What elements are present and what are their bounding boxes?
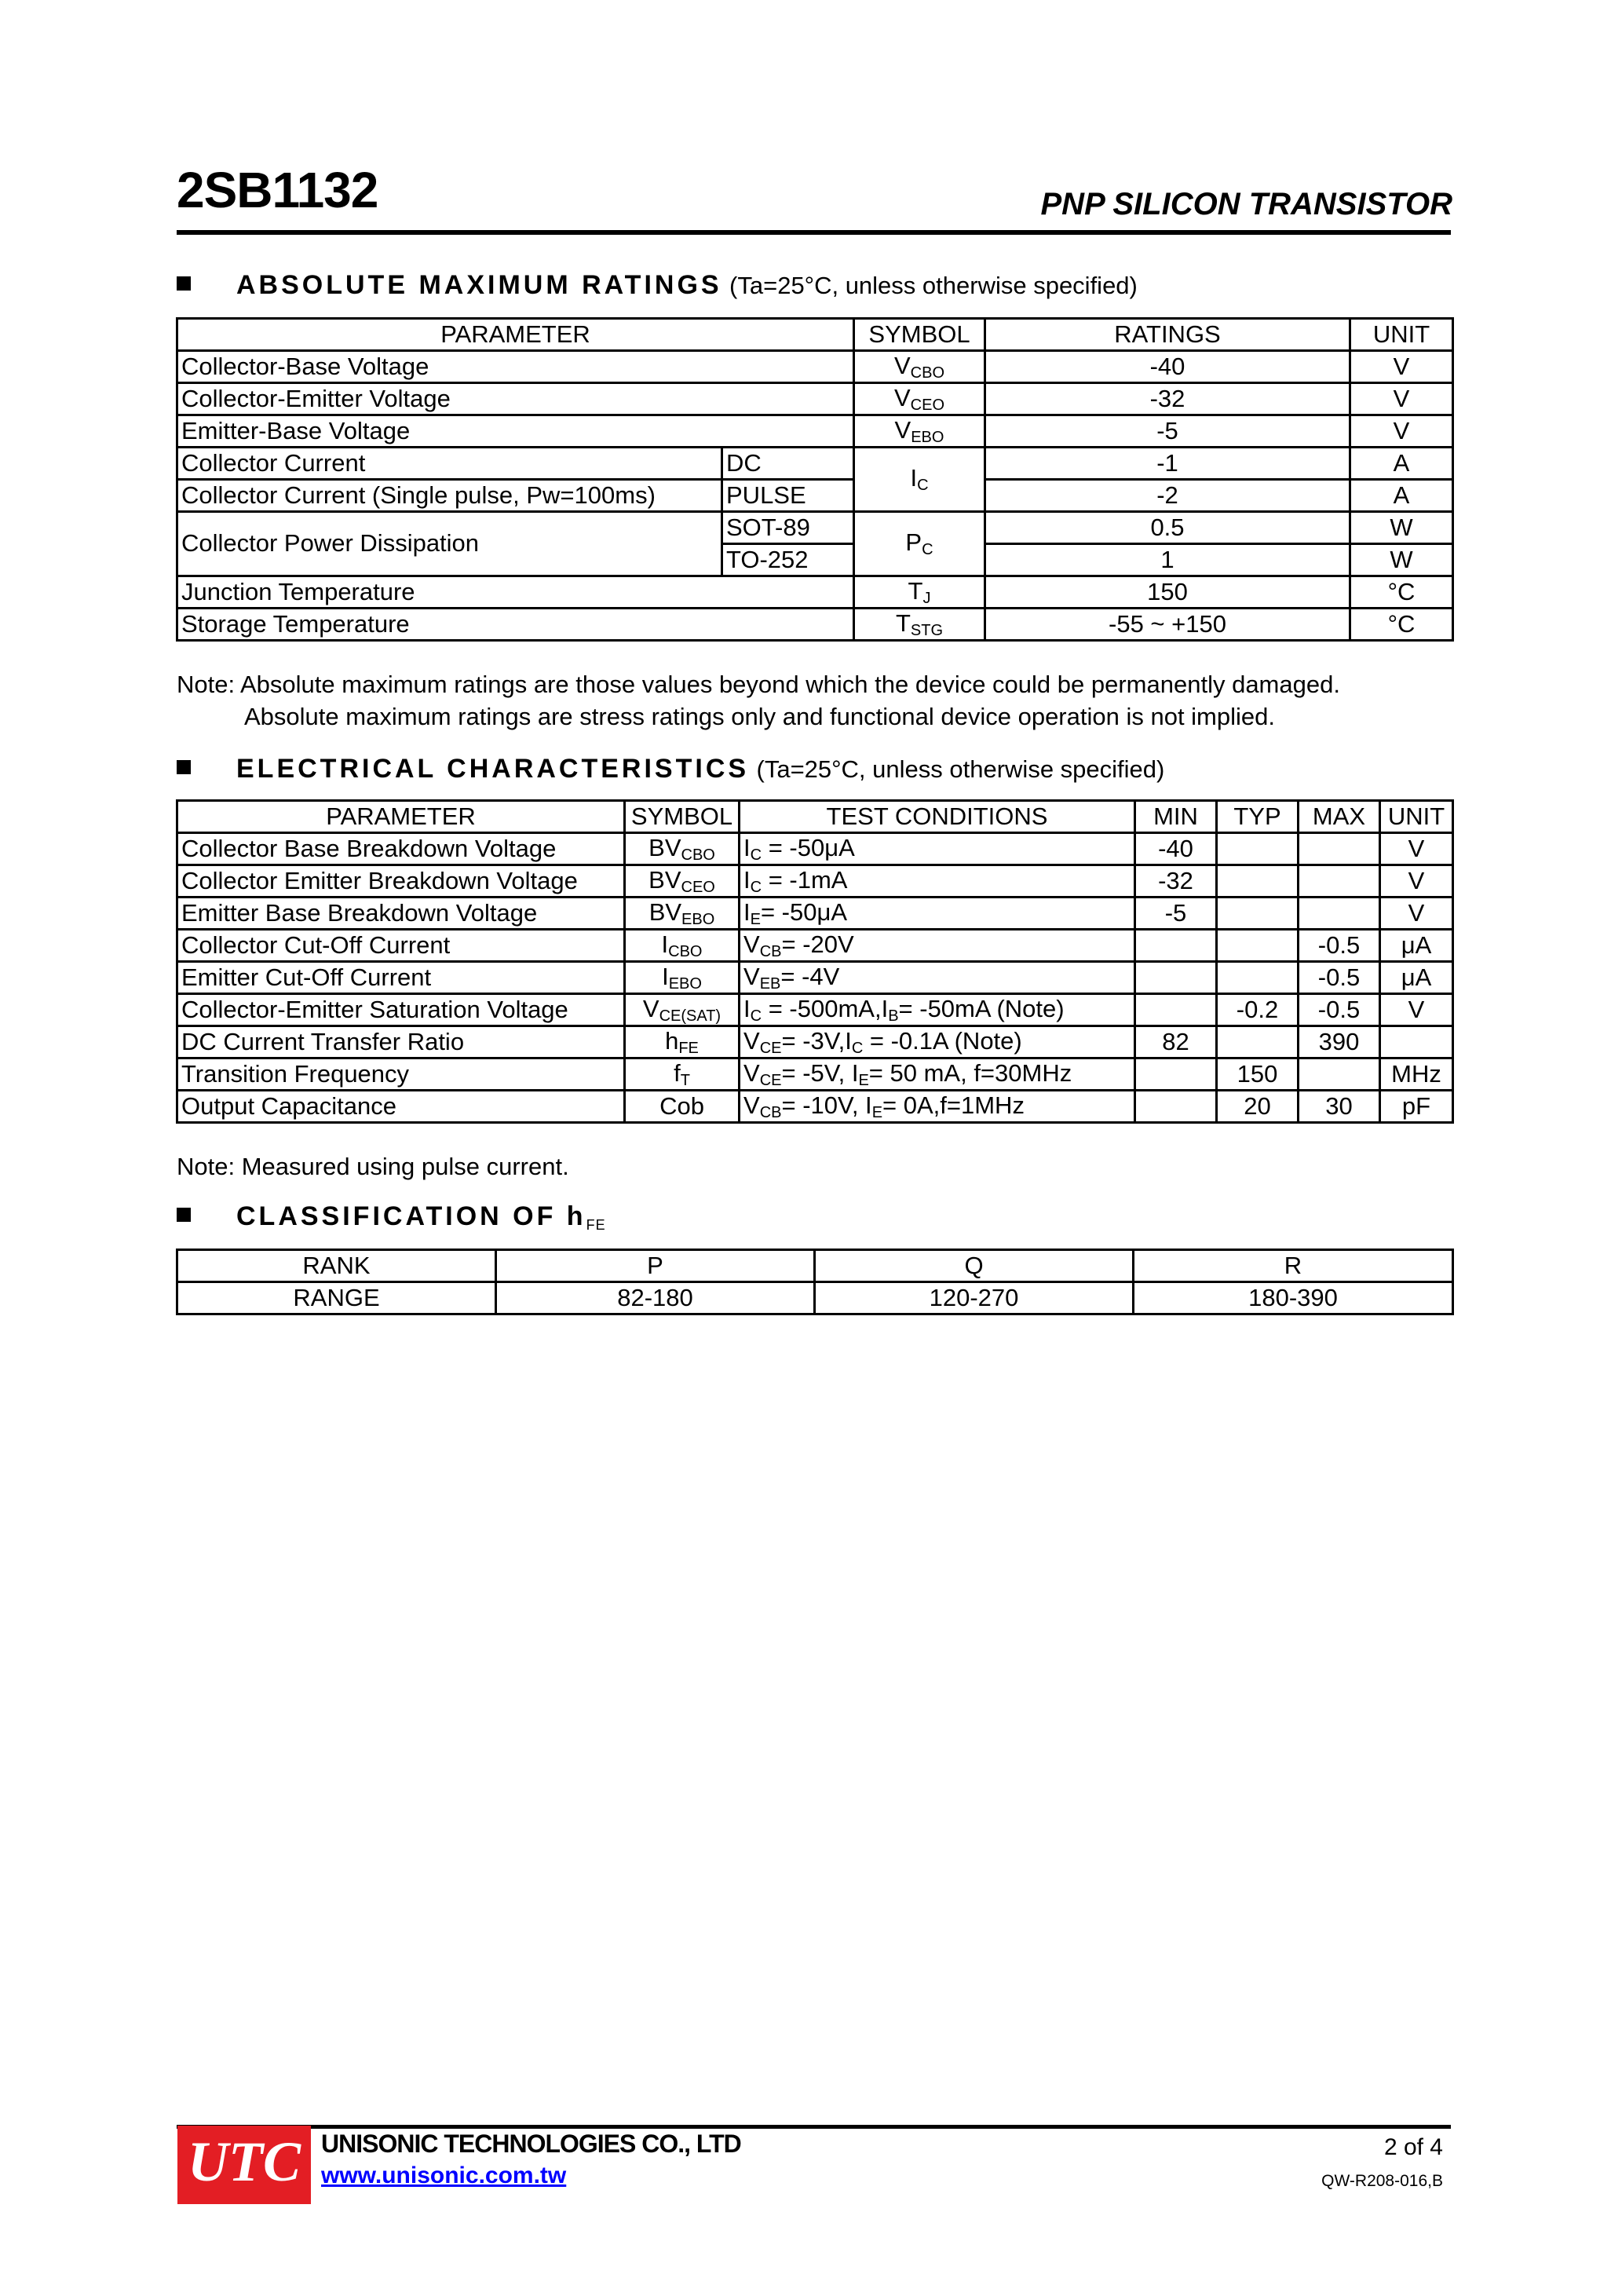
table-row: RANK P Q R: [177, 1250, 1453, 1282]
table-header-row: PARAMETER SYMBOL RATINGS UNIT: [177, 319, 1453, 351]
abs-max-note-1: Note: Absolute maximum ratings are those values beyond which the device could be permanently damaged.: [177, 671, 1340, 698]
abs-max-table: [176, 317, 1454, 642]
table-row: TO-252 1 W: [177, 544, 1453, 576]
table-row: Collector Current DC $I_C$ -1 A: [177, 448, 1453, 480]
table-row: Collector-Emitter Saturation Voltage $V_{CE(SAT)}$ $I_C = -500mA,I_B= -50mA$ (Note) -0.2 -0.5 V: [177, 994, 1453, 1026]
header-rule: [177, 230, 1451, 235]
table-row: Emitter Base Breakdown Voltage $BV_{EBO}$ $I_E= -50\mu A$ -5 V: [177, 898, 1453, 930]
page-number: 2 of 4: [1383, 2134, 1443, 2160]
footer-rule: [177, 2125, 1451, 2129]
table-row: Transition Frequency $f_T$ $V_{CE}= -5V$, $I_E= 50$ mA, f=30MHz 150 MHz: [177, 1058, 1453, 1091]
document-number: QW-R208-016,B: [1321, 2172, 1443, 2190]
table-row: Collector Current (Single pulse, Pw=100ms) PULSE -2 A: [177, 480, 1453, 512]
table-row: DC Current Transfer Ratio $h_{FE}$ $V_{CE}= -3V,I_C = -0.1A$ (Note) 82 390: [177, 1026, 1453, 1058]
table-row: Collector-Base Voltage $V_{CBO}$ -40 V: [177, 351, 1453, 383]
table-row: Emitter-Base Voltage $V_{EBO}$ -5 V: [177, 415, 1453, 448]
elec-heading: ELECTRICAL CHARACTERISTICS (Ta=25°C, unless otherwise specified): [177, 755, 1164, 782]
electrical-table: [176, 799, 1454, 1124]
table-row: Storage Temperature $T_{STG}$ -55 ~ +150 °C: [177, 609, 1453, 641]
utc-logo: UTC: [177, 2126, 311, 2204]
part-number-title: 2SB1132: [177, 162, 378, 218]
square-bullet-icon: [177, 1208, 191, 1222]
website-link[interactable]: www.unisonic.com.tw: [321, 2163, 567, 2188]
table-row: Collector-Emitter Voltage $V_{CEO}$ -32 V: [177, 383, 1453, 415]
device-description: PNP SILICON TRANSISTOR: [1040, 187, 1452, 221]
table-row: RANGE 82-180 120-270 180-390: [177, 1282, 1453, 1314]
square-bullet-icon: [177, 760, 191, 774]
table-header-row: PARAMETER SYMBOL TEST CONDITIONS MIN TYP MAX UNIT: [177, 801, 1453, 833]
classification-table: [176, 1249, 1454, 1315]
classification-heading: CLASSIFICATION OF $h_{FE}$: [177, 1203, 606, 1232]
square-bullet-icon: [177, 276, 191, 291]
table-row: Emitter Cut-Off Current $I_{EBO}$ $V_{EB}= -4V$ -0.5 μA: [177, 962, 1453, 994]
abs-max-heading: ABSOLUTE MAXIMUM RATINGS (Ta=25°C, unless otherwise specified): [177, 272, 1138, 298]
table-row: Junction Temperature $T_J$ 150 °C: [177, 576, 1453, 609]
company-name: UNISONIC TECHNOLOGIES CO., LTD: [321, 2130, 741, 2158]
abs-max-note-2: Absolute maximum ratings are stress ratings only and functional device operation is not implied.: [244, 703, 1275, 730]
table-row: Collector Base Breakdown Voltage $BV_{CBO}$ $I_C = -50\mu A$ -40 V: [177, 833, 1453, 865]
elec-note: Note: Measured using pulse current.: [177, 1153, 569, 1180]
table-row: Collector Power Dissipation SOT-89 $P_C$ 0.5 W: [177, 512, 1453, 544]
table-row: Output Capacitance Cob $V_{CB}= -10V$, $I_E= 0A,f=1MHz$ 20 30 pF: [177, 1091, 1453, 1123]
table-row: Collector Emitter Breakdown Voltage $BV_{CEO}$ $I_C = -1mA$ -32 V: [177, 865, 1453, 898]
table-row: Collector Cut-Off Current $I_{CBO}$ $V_{CB}= -20V$ -0.5 μA: [177, 930, 1453, 962]
